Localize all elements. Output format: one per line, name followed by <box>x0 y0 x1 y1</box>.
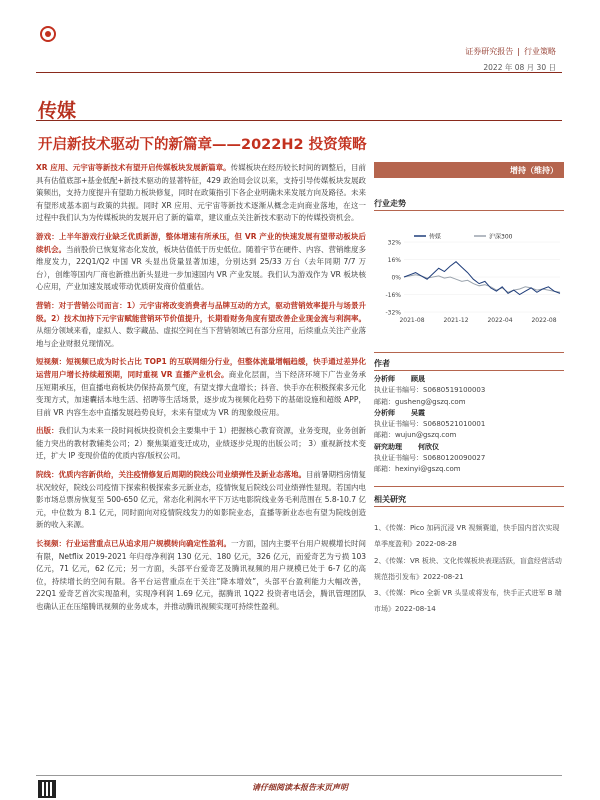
paragraph-body: 一方面，国内主要平台用户规模增长时间有限，Netflix 2019-2021 年归母净利润 130 亿元、180 亿元，326 亿元，而爱奇艺为亏损 103 亿元，71 亿元，62 亿元；另一方面，头部平台爱奇艺及腾讯视频的用户规模已处于 6-7 亿的高位，持续增长的空间有限。各平台运营重点在于关注“降本增效”，头部平台盈利能力大幅改善，22Q1 爱奇艺首次实现盈利，实现净利润 1.69 亿元，据腾讯 1Q22 投资者电话会，腾讯管理团队也确认正在压缩腾讯视频的业务成本，并推动腾讯视频实现可持续性盈利。 <box>36 539 366 611</box>
author-email[interactable]: hexinyi@gszq.com <box>395 465 461 474</box>
y-tick-label: 16% <box>387 257 401 264</box>
authors-divider <box>374 370 564 371</box>
email-label: 邮箱： <box>374 397 395 406</box>
authors-list <box>374 374 564 476</box>
company-logo <box>40 26 56 42</box>
related-item[interactable]: 2、《传媒：VR 板块、文化传媒板块表现活跃，盲盒经营活动规范指引发布》2022-08-21 <box>374 556 562 581</box>
email-label: 邮箱： <box>374 431 395 440</box>
license-label: 执业证书编号： <box>374 386 423 395</box>
paragraph-body: 从细分领域来看，虚拟人、数字藏品、虚拟空间在当下营销领域已有部分应用，后续重点关注产业落地与企业财报兑现情况。 <box>36 326 366 348</box>
related-item[interactable]: 3、《传媒：Pico 全新 VR 头显或将发布，快手正式进军 B 端市场》2022-08-14 <box>374 589 562 614</box>
author-name: 何欣仪 <box>418 442 439 451</box>
rating-badge: 增持（维持） <box>374 162 564 178</box>
legend-label: 沪深300 <box>489 233 513 241</box>
related-top-divider <box>374 486 564 487</box>
report-category: 行业策略 <box>524 47 556 56</box>
author-entry <box>374 442 564 476</box>
author-entry <box>374 374 564 408</box>
paragraph-body: 当前股价已恢复常态化发放，板块估值低于历史低位。随着宇节在硬件、内容、营销维度多维度发力，22Q1/Q2 中国 VR 头显出货量显著加速，分别达到 25/33 万台（去年同期 7/7 万台），创维等国内厂商也新推出新头显进一步加速国内 VR 产业发展。我们认为游戏作为 VR 板块核心应用，产业加速发展或带动优质研发商价值重估。 <box>36 244 366 292</box>
author-name: 顾晟 <box>411 375 425 383</box>
x-tick-label: 2022-08 <box>531 317 557 324</box>
x-tick-label: 2021-08 <box>399 317 425 324</box>
series-line <box>404 275 560 293</box>
report-type-header <box>465 46 556 57</box>
related-item[interactable]: 1、《传媒：Pico 加码沉浸 VR 视频赛道，快手国内首次实现单季度盈利》2022-08-28 <box>374 524 560 549</box>
sector-title: 传媒 <box>38 100 77 122</box>
chart-bottom-divider <box>374 352 564 353</box>
footer-divider <box>36 775 562 776</box>
paragraph-body: 我们认为未来一段时间板块投资机会主要集中于 1）把握核心教育资源，业务变现，业务创新能力突出的教材教辅类公司；2）聚焦渠道变迁成功，业绩逐步兑现的出版公司； 3）重视新技术变迁，扩大 IP 变现价值的优质内容/版权公司。 <box>36 426 367 461</box>
authors-title: 作者 <box>374 359 390 368</box>
trend-divider <box>374 210 564 211</box>
header-divider <box>36 72 562 73</box>
paragraph-body: 商业化层面，当下经济环境下广告业务承压短期承压，但直播电商板块仍保持高景气度，有望支撑大盘增长；抖音、快手亦在积极探索多元化变现方式，加速囊括本地生活、招聘等生活场景，逐步成为视频化趋势下的基础设施和超级 APP，目前 VR 内容生态中直播发展趋势良好，未来有望成为 VR 的现象级应用。 <box>36 369 366 417</box>
paragraph-lead: XR 应用、元宇宙等新技术有望开启传媒板块发展新篇章。 <box>36 163 231 172</box>
paragraph-lead: 院线：优质内容新供给，关注疫情修复后周期的院线公司业绩弹性及新业态落地。 <box>36 470 306 480</box>
y-tick-label: -16% <box>385 292 401 299</box>
legend-label: 传媒 <box>429 233 442 241</box>
paragraph-body: 传媒板块在经历较长时间的调整后，目前具有估值底部+基金低配+新技术驱动的显著特征，429 政治局会议以来，支持引导传媒板块发展政策频出，支持力度提升有望助力板块修复，同时在政策指引下各企业明确未来发展方向及路径。未来有望形成基本面与政策的共振。同时 XR 应用、元宇宙等新技术逐渐从概念走向商业落地，在这一过程中我们认为为传媒板块的发展开启了新的篇章，建议重点关注新技术驱动下的传媒投资机会。 <box>36 163 367 223</box>
license-label: 执业证书编号： <box>374 420 423 429</box>
license-number: S0680521010001 <box>423 420 486 429</box>
paragraph <box>36 425 366 463</box>
x-tick-label: 2021-12 <box>443 317 469 324</box>
license-label: 执业证书编号： <box>374 454 423 463</box>
trend-title: 行业走势 <box>374 199 406 208</box>
paragraph-lead: 营销：对于营销公司而言：1）元宇宙将改变消费者与品牌互动的方式，驱动营销效率提升与场景升级。2）技术加持下元宇宙赋能营销环节价值提升，长期看财务角度有望改善企业现金流与利润率。 <box>36 300 366 323</box>
paragraph <box>36 162 366 225</box>
author-email[interactable]: wujun@gszq.com <box>395 431 457 440</box>
author-role: 研究助理 <box>374 442 402 451</box>
license-number: S0680519100003 <box>423 386 486 395</box>
paragraph <box>36 231 366 294</box>
y-tick-label: -32% <box>385 309 401 317</box>
author-role: 分析师 <box>374 375 395 383</box>
author-name: 吴霞 <box>411 408 425 417</box>
y-tick-label: 32% <box>387 239 401 247</box>
author-email[interactable]: gusheng@gszq.com <box>395 397 466 406</box>
paragraph <box>36 538 366 614</box>
report-type: 证券研究报告 <box>465 47 514 56</box>
sector-divider <box>36 120 562 121</box>
report-date: 2022 年 08 月 30 日 <box>483 63 556 72</box>
related-title: 相关研究 <box>374 495 406 504</box>
y-tick-label: 0% <box>391 274 401 282</box>
footer-disclaimer: 请仔细阅读本报告末页声明 <box>252 783 348 792</box>
x-tick-label: 2022-04 <box>487 317 513 324</box>
paragraph-lead: 长视频：行业运营重点已从追求用户规模转向确定性盈利。 <box>36 539 231 549</box>
paragraph-lead: 出版： <box>36 426 59 436</box>
paragraph <box>36 356 366 419</box>
related-research-list <box>374 520 564 618</box>
paragraph <box>36 469 366 532</box>
license-number: S0680120090027 <box>423 454 486 463</box>
paragraph-lead: 游戏：上半年游戏行业缺乏优质新游，整体增速有所承压，但 VR 产业的快速发展有望带动板块后续机会。 <box>36 231 366 254</box>
related-divider <box>374 506 564 507</box>
paragraph <box>36 300 366 350</box>
main-body <box>36 162 366 620</box>
industry-trend-chart <box>374 232 564 332</box>
paragraph-lead: 短视频：短视频已成为时长占比 TOP1 的互联网细分行业，但整体流量增幅趋缓，快手通过差异化运营用户增长持续超预期，同时重视 VR 直播产业机会。 <box>36 357 366 379</box>
header-separator: | <box>517 47 520 56</box>
report-title: 开启新技术驱动下的新篇章——2022H2 投资策略 <box>38 137 367 153</box>
author-role: 分析师 <box>374 408 395 417</box>
paragraph-body: 目前暑期档房情复状况较好，院线公司疫情下探索积极探索多元新业态，疫情恢复后院线公司业绩弹性显现。若国内电影市场总票房恢复至 500-650 亿元，常态化利润水平下万达电影院线业务毛利范围在 5.8-10.7 亿元，中位数为 8.1 亿元，同时面向对疫情院线发力的如影院业态，直播等新业态也有望为院线创造新的收入来源。 <box>36 470 366 530</box>
author-entry <box>374 408 564 442</box>
email-label: 邮箱： <box>374 465 395 474</box>
